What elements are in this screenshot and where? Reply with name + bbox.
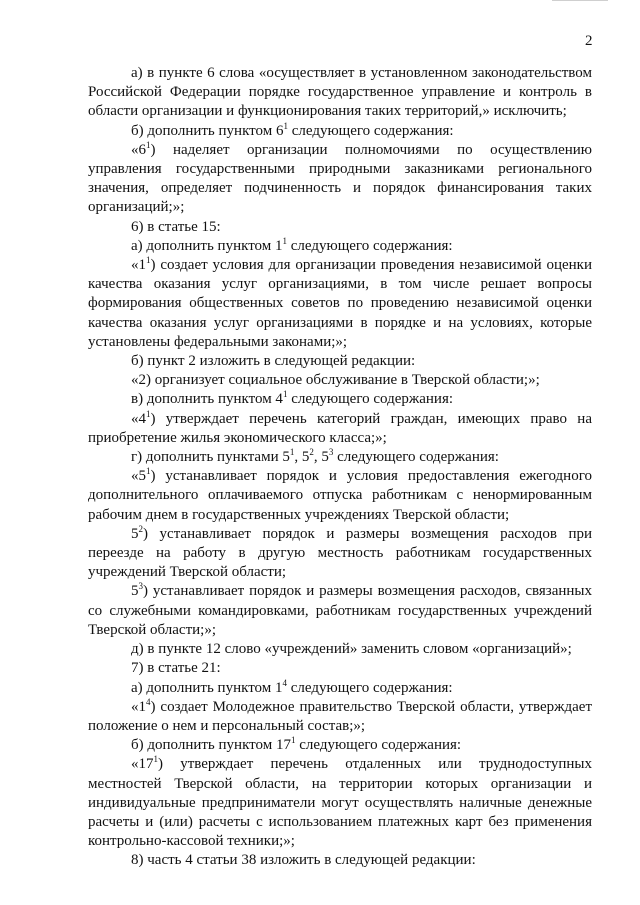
paragraph — [88, 410, 592, 448]
text-run: д) в пункте 12 слово «учреждений» заменить словом «организаций»; — [131, 641, 572, 658]
text-run: «1 — [131, 257, 146, 274]
superscript: 4 — [282, 677, 288, 688]
text-run: следующего содержания: — [295, 737, 462, 754]
text-run: следующего содержания: — [287, 679, 453, 696]
superscript: 1 — [283, 120, 288, 131]
superscript: 1 — [289, 447, 295, 458]
superscript: 3 — [328, 447, 334, 458]
text-run: ) устанавливает порядок и условия предоставления ежегодного дополнительного оплачиваемого отпуска работникам с ненормированным рабочим днем в государственных учреждениях Тверской области; — [88, 468, 592, 523]
text-run: «6 — [131, 141, 146, 158]
text-run: ) утверждает перечень категорий граждан, имеющих право на приобретение жилья экономического класса;»; — [88, 410, 592, 446]
text-run: «1 — [131, 698, 146, 715]
paragraph — [88, 141, 592, 218]
paragraph — [88, 679, 592, 698]
paragraph — [88, 659, 592, 678]
text-run: ) создает условия для организации проведения независимой оценки качества оказания услуг организациями, в том числе решает вопросы формирования общественных советов по проведению независимой оценки качества оказания услуг организациями в порядке и на условиях, которые установлены федеральными законами;»; — [88, 257, 592, 350]
paragraph — [88, 525, 592, 583]
superscript: 1 — [153, 754, 158, 765]
text-run: 8) часть 4 статьи 38 изложить в следующей редакции: — [131, 852, 476, 869]
superscript: 1 — [282, 389, 288, 400]
superscript: 1 — [282, 235, 288, 246]
text-run: «2) организует социальное обслуживание в Тверской области;»; — [131, 372, 540, 389]
superscript: 2 — [138, 523, 143, 534]
text-run: б) дополнить пунктом 17 — [131, 737, 291, 754]
paragraph — [88, 851, 592, 870]
superscript: 1 — [146, 466, 151, 477]
superscript: 2 — [309, 447, 314, 458]
superscript: 1 — [146, 255, 151, 266]
text-run: «17 — [131, 756, 154, 773]
text-run: а) дополнить пунктом 1 — [131, 679, 283, 696]
superscript: 1 — [146, 139, 151, 150]
text-run: 7) в статье 21: — [131, 660, 221, 677]
paragraph — [88, 352, 592, 371]
text-run: ) утверждает перечень отдаленных или труднодоступных местностей Тверской области, на территории которых организации и индивидуальные предприниматели могут осуществлять наличные денежные расчеты и (или) расчеты с использованием платежных карт без применения контрольно-кассовой техники;»; — [88, 756, 592, 850]
paragraph — [88, 122, 592, 141]
text-run: 5 — [131, 583, 139, 600]
text-run: «4 — [131, 410, 146, 427]
page-number: 2 — [585, 33, 593, 49]
paragraph — [88, 64, 592, 122]
text-run: следующего содержания: — [333, 449, 499, 466]
text-run: б) пункт 2 изложить в следующей редакции: — [131, 353, 416, 370]
text-run: 5 — [131, 525, 139, 542]
superscript: 1 — [146, 408, 151, 419]
paragraph — [88, 256, 592, 352]
text-run: а) в пункте 6 слова «осуществляет в установленном законодательством Российской Федерации порядке государственное управление и контроль в области организации и функционирования таких территорий,» исключить; — [88, 65, 592, 120]
paragraph — [88, 467, 592, 525]
superscript: 4 — [146, 696, 151, 707]
text-run: в) дополнить пунктом 4 — [131, 391, 283, 408]
paragraph — [88, 448, 592, 467]
text-run: а) дополнить пунктом 1 — [131, 237, 283, 254]
text-run: следующего содержания: — [287, 237, 453, 254]
paragraph — [88, 218, 592, 237]
document-body — [88, 64, 592, 871]
text-run: ) наделяет организации полномочиями по осуществлению управления государственными природными заказниками регионального значения, определяет подчиненность и порядок финансирования таких организаций;»; — [88, 141, 592, 216]
text-run: 6) в статье 15: — [131, 218, 221, 235]
paragraph — [88, 237, 592, 256]
text-run: б) дополнить пунктом 6 — [131, 122, 284, 139]
paragraph — [88, 698, 592, 736]
text-run: «5 — [131, 468, 146, 485]
text-run: следующего содержания: — [287, 391, 454, 408]
superscript: 1 — [290, 735, 296, 746]
paragraph — [88, 371, 592, 390]
text-run: ) устанавливает порядок и размеры возмещения расходов при переезде на работу в другую местность работникам государственных учреждений Тверской области; — [88, 525, 592, 581]
paragraph — [88, 582, 592, 640]
paragraph — [88, 755, 592, 851]
text-run: , 5 — [294, 449, 310, 466]
paragraph — [88, 640, 592, 659]
text-run: следующего содержания: — [287, 122, 454, 139]
text-run: г) дополнить пунктами 5 — [131, 449, 290, 466]
scan-edge-mark — [552, 0, 608, 5]
text-run: ) устанавливает порядок и размеры возмещения расходов, связанных со служебными командировками, работникам государственных учреждений Тверской области;»; — [88, 583, 592, 638]
superscript: 3 — [138, 581, 143, 592]
paragraph — [88, 390, 592, 409]
paragraph — [88, 736, 592, 755]
text-run: ) создает Молодежное правительство Тверской области, утверждает положение о нем и персональный состав;»; — [88, 698, 592, 734]
text-run: , 5 — [313, 449, 329, 466]
